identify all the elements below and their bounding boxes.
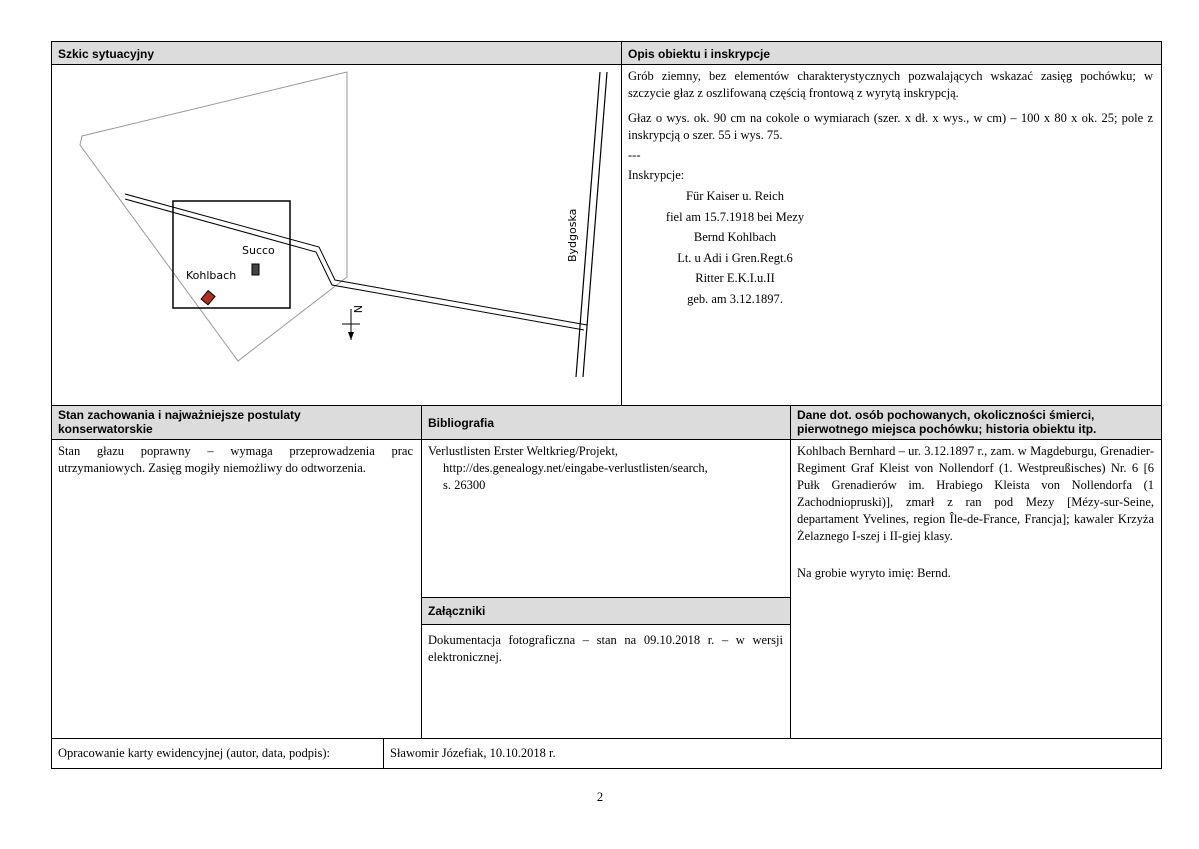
road-right-edge: [583, 72, 607, 377]
object-description-p2: Głaz o wys. ok. 90 cm na cokole o wymiarach (szer. x dł. x wys., w cm) – 100 x 80 x ok. 25; pole z inskrypcją o szer. 55 i wys. 75.: [628, 111, 1153, 142]
north-label: N: [351, 305, 364, 314]
description-separator: ---: [628, 148, 641, 162]
attachments-text: Dokumentacja fotograficzna – stan na 09.10.2018 r. – w wersji elektronicznej.: [428, 633, 783, 664]
situation-sketch: [52, 65, 620, 404]
bibliography-url: http://des.genealogy.net/eingabe-verlustlisten/search,: [443, 461, 708, 475]
condition-text: Stan głazu poprawny – wymaga przeprowadzenia prac utrzymaniowych. Zasięg mogiły niemożliwy do odtworzenia.: [58, 444, 413, 475]
road-label: Bydgoska: [566, 208, 579, 262]
top-header-band: [51, 41, 1161, 64]
bibliography-page: s. 26300: [443, 478, 486, 492]
inscription-line: Bernd Kohlbach: [693, 230, 777, 245]
succo-marker: [252, 264, 259, 275]
bibliography-line1: Verlustlisten Erster Weltkrieg/Projekt,: [428, 444, 619, 458]
footer-author: Sławomir Józefiak, 10.10.2018 r.: [390, 746, 556, 760]
page-number: 2: [596, 790, 604, 804]
inscription-label: Inskrypcje:: [628, 168, 685, 182]
succo-label: Succo: [242, 244, 275, 257]
inscription-line: Ritter E.K.I.u.II: [695, 271, 775, 286]
persons-p2: Na grobie wyryto imię: Bernd.: [797, 566, 951, 580]
object-description-header: Opis obiektu i inskrypcje: [628, 47, 771, 61]
persons-header: Dane dot. osób pochowanych, okoliczności śmierci, pierwotnego miejsca pochówku; historia obiektu itp.: [797, 408, 1097, 436]
kohlbach-marker: [201, 291, 215, 305]
inscription-line: Lt. u Adi i Gren.Regt.6: [677, 250, 793, 265]
footer-label: Opracowanie karty ewidencyjnej (autor, data, podpis):: [58, 746, 330, 760]
inscription-line: geb. am 3.12.1897.: [687, 291, 783, 306]
kohlbach-label: Kohlbach: [186, 269, 237, 282]
object-description-p1: Grób ziemny, bez elementów charakterystycznych pozwalających wskazać zasięg pochówku; w szczycie głaz z oszlifowaną częścią frontową z wyrytą inskrypcją.: [628, 69, 1153, 100]
inscription-line: fiel am 15.7.1918 bei Mezy: [665, 209, 805, 224]
condition-header: Stan zachowania i najważniejsze postulaty konserwatorskie: [58, 408, 301, 436]
north-arrow-icon: [348, 332, 354, 340]
bibliography-header: Bibliografia: [428, 416, 495, 430]
road-left-edge: [576, 72, 600, 377]
persons-p1: Kohlbach Bernhard – ur. 3.12.1897 r., zam. w Magdeburgu, Grenadier-Regiment Graf Kleist von Nollendorf (1. Westpreußisches) Nr. 6 [6 Pułk Grenadierów im. Hrabiego Kleista von Nollendorfa (1 Zachodniopruski)], zmarł z ran pod Mezy [Mézy-sur-Seine, departament Yvelines, region Île-de-France, Francja]; kawaler Krzyża Żelaznego I-szej i II-giej klasy.: [797, 444, 1154, 543]
inscription-line: Für Kaiser u. Reich: [686, 189, 784, 203]
attachments-header: Załączniki: [428, 604, 486, 618]
inscription-block: [625, 186, 845, 310]
cemetery-boundary: [80, 72, 347, 361]
sketch-header: Szkic sytuacyjny: [58, 47, 155, 61]
